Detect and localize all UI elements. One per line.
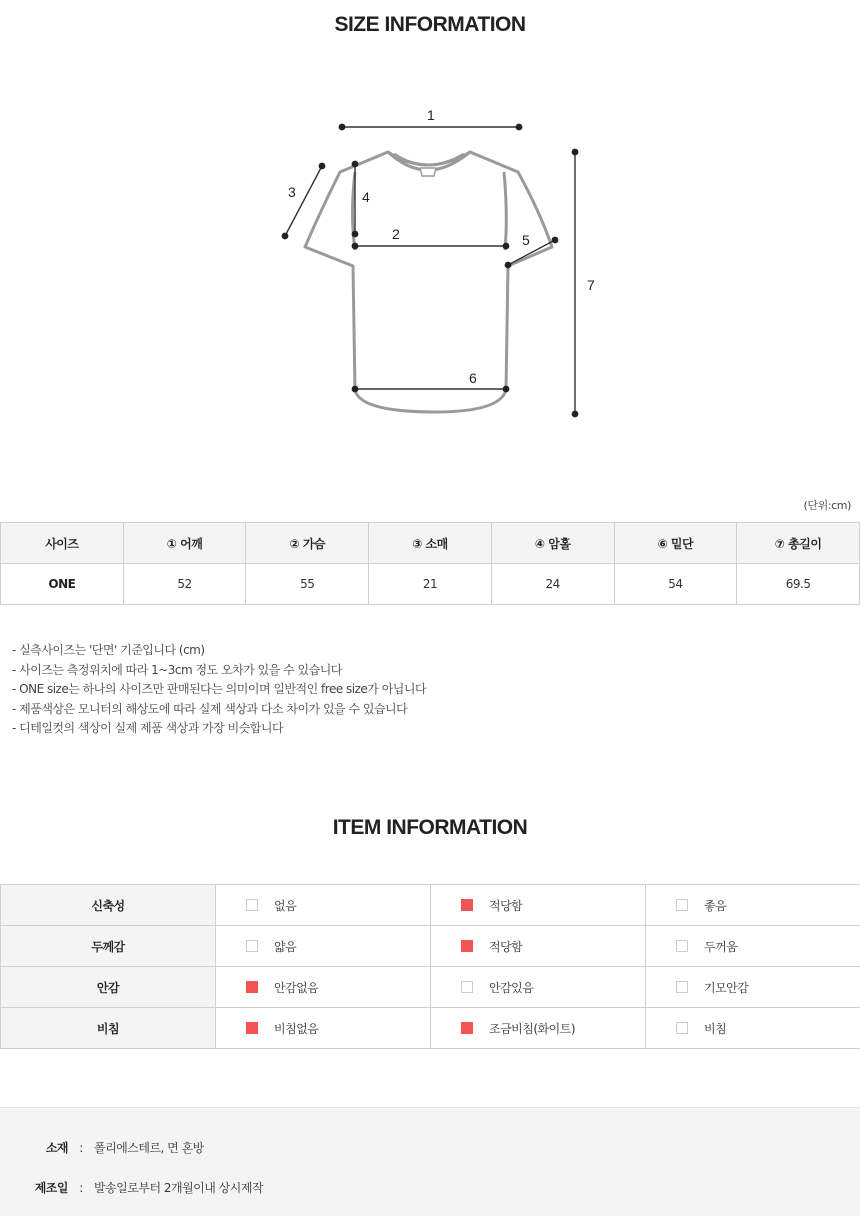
size-notes xyxy=(12,641,426,739)
manufacture-key: 제조일 xyxy=(34,1181,68,1195)
item-option-label: 조금비침(화이트) xyxy=(489,1021,576,1036)
unchecked-square-icon xyxy=(676,981,688,993)
table-row xyxy=(1,967,860,1008)
material-row xyxy=(0,1139,204,1156)
item-option xyxy=(646,926,860,967)
material-key: 소재 xyxy=(45,1141,68,1155)
item-option-label: 안감없음 xyxy=(274,980,319,995)
measure-label-5: 5 xyxy=(522,232,530,248)
item-option-label: 적당함 xyxy=(489,898,523,913)
tshirt-measurement-diagram xyxy=(260,100,620,430)
manufacture-value: 발송일로부터 2개월이내 상시제작 xyxy=(94,1181,264,1195)
measure-point xyxy=(352,243,359,250)
measure-point xyxy=(319,163,326,170)
size-header-cell: ⑦ 총길이 xyxy=(737,523,860,564)
item-option xyxy=(216,967,431,1008)
measure-point xyxy=(282,233,289,240)
measure-point xyxy=(552,237,559,244)
item-option-label: 적당함 xyxy=(489,939,523,954)
tshirt-sleeve-seam-right xyxy=(504,172,506,250)
item-option-label: 없음 xyxy=(274,898,297,913)
checked-square-icon xyxy=(461,899,473,911)
table-row xyxy=(1,564,860,605)
size-table xyxy=(0,522,860,605)
unchecked-square-icon xyxy=(676,899,688,911)
unchecked-square-icon xyxy=(461,981,473,993)
item-option xyxy=(431,885,646,926)
size-cell: 55 xyxy=(246,564,369,605)
note-line: - 실측사이즈는 '단면' 기준입니다 (cm) xyxy=(12,643,205,657)
measure-point xyxy=(505,262,512,269)
item-information-title: ITEM INFORMATION xyxy=(332,816,528,839)
size-header-cell: ⑥ 밑단 xyxy=(614,523,737,564)
size-header-cell: ③ 소매 xyxy=(369,523,492,564)
measure-point xyxy=(503,386,510,393)
unchecked-square-icon xyxy=(246,940,258,952)
unit-note: (단위:cm) xyxy=(803,499,851,512)
size-information-title: SIZE INFORMATION xyxy=(334,13,526,36)
measure-label-6: 6 xyxy=(469,370,477,386)
item-attribute-label: 두께감 xyxy=(1,926,216,967)
measure-point xyxy=(572,149,579,156)
measure-point xyxy=(352,231,359,238)
checked-square-icon xyxy=(246,981,258,993)
size-cell: 52 xyxy=(123,564,246,605)
item-attribute-label: 비침 xyxy=(1,1008,216,1049)
table-row xyxy=(1,1008,860,1049)
tshirt-diagram-svg xyxy=(260,100,620,430)
size-cell: 69.5 xyxy=(737,564,860,605)
note-line: - 디테일컷의 색상이 실제 제품 색상과 가장 비슷합니다 xyxy=(12,721,284,736)
checked-square-icon xyxy=(246,1022,258,1034)
item-info-table xyxy=(0,884,860,1049)
separator: : xyxy=(79,1181,83,1195)
tshirt-body-outline xyxy=(305,152,552,412)
item-option xyxy=(216,885,431,926)
note-line: - 사이즈는 측정위치에 따라 1~3cm 정도 오차가 있을 수 있습니다 xyxy=(12,662,342,677)
measure-point xyxy=(352,386,359,393)
item-option-label: 비침없음 xyxy=(274,1021,319,1036)
item-option xyxy=(431,926,646,967)
tshirt-tag xyxy=(420,168,436,176)
measure-point xyxy=(503,243,510,250)
size-table-header-row xyxy=(1,523,860,564)
unchecked-square-icon xyxy=(246,899,258,911)
size-header-cell: ② 가슴 xyxy=(246,523,369,564)
unchecked-square-icon xyxy=(676,1022,688,1034)
note-line: - 제품색상은 모니터의 해상도에 따라 실제 색상과 다소 차이가 있을 수 있습니다 xyxy=(12,701,408,716)
checked-square-icon xyxy=(461,1022,473,1034)
size-header-cell: 사이즈 xyxy=(1,523,124,564)
measure-label-4: 4 xyxy=(362,189,370,205)
material-value: 폴리에스테르, 면 혼방 xyxy=(94,1141,204,1155)
size-cell: 54 xyxy=(614,564,737,605)
size-header-cell: ④ 암홀 xyxy=(491,523,614,564)
item-option-label: 두꺼움 xyxy=(704,939,738,954)
item-option xyxy=(216,926,431,967)
item-option xyxy=(431,967,646,1008)
measure-point xyxy=(339,124,346,131)
separator: : xyxy=(79,1141,83,1155)
measure-label-3: 3 xyxy=(288,184,296,200)
item-attribute-label: 안감 xyxy=(1,967,216,1008)
measure-line-3 xyxy=(285,166,322,236)
item-option-label: 기모안감 xyxy=(704,980,749,995)
item-option xyxy=(646,885,860,926)
table-row xyxy=(1,885,860,926)
measure-label-1: 1 xyxy=(427,107,435,123)
item-option-label: 비침 xyxy=(704,1021,727,1036)
size-header-cell: ① 어깨 xyxy=(123,523,246,564)
measure-label-7: 7 xyxy=(587,277,595,293)
measure-line-5 xyxy=(508,240,555,265)
size-cell: ONE xyxy=(1,564,124,605)
manufacture-row xyxy=(0,1179,263,1196)
item-option-label: 얇음 xyxy=(274,939,297,954)
item-option-label: 좋음 xyxy=(704,898,727,913)
size-cell: 24 xyxy=(491,564,614,605)
measure-point xyxy=(572,411,579,418)
checked-square-icon xyxy=(461,940,473,952)
measure-point xyxy=(516,124,523,131)
table-row xyxy=(1,926,860,967)
item-option xyxy=(431,1008,646,1049)
item-option xyxy=(216,1008,431,1049)
measure-point xyxy=(352,161,359,168)
unchecked-square-icon xyxy=(676,940,688,952)
item-option-label: 안감있음 xyxy=(489,980,534,995)
item-option xyxy=(646,1008,860,1049)
measure-label-2: 2 xyxy=(392,226,400,242)
item-attribute-label: 신축성 xyxy=(1,885,216,926)
size-cell: 21 xyxy=(369,564,492,605)
product-details-footer xyxy=(0,1107,860,1216)
note-line: - ONE size는 하나의 사이즈만 판매된다는 의미이며 일반적인 free size가 아닙니다 xyxy=(12,682,427,697)
item-option xyxy=(646,967,860,1008)
